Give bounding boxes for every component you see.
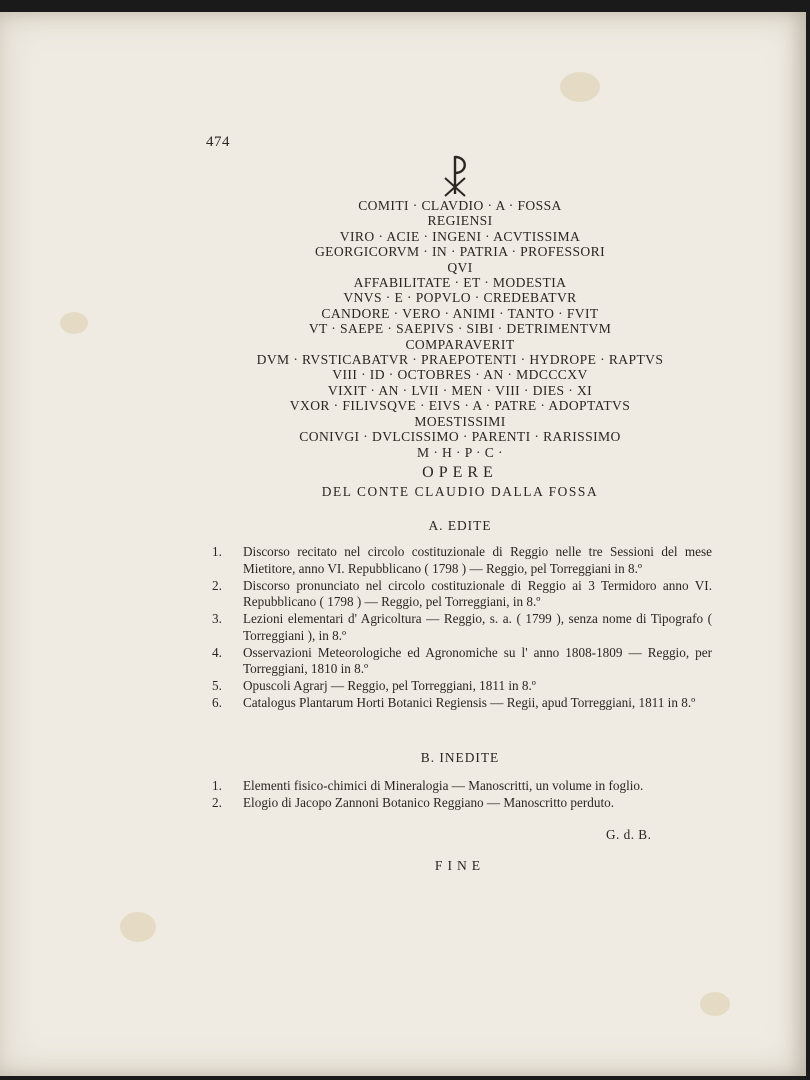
list-item (212, 544, 712, 577)
epitaph-line: MOESTISSIMI (414, 413, 506, 429)
epitaph-line: VT · SAEPE · SAEPIVS · SIBI · DETRIMENTVM (308, 321, 612, 337)
item-text: Discorso recitato nel circolo costituzionale di Reggio nelle tre Sessioni del mese Mietitore, anno VI. Repubblicano ( 1798 ) — Reggio, pel Torreggiani in 8.º (243, 544, 712, 576)
foxing-spot (560, 72, 600, 102)
book-page (0, 12, 806, 1076)
epitaph-line: VIII · ID · OCTOBRES · AN · MDCCCXV (332, 367, 588, 383)
list-item (212, 578, 712, 611)
item-text: Catalogus Plantarum Horti Botanici Regiensis — Regii, apud Torreggiani, 1811 in 8.º (243, 695, 696, 710)
item-number: 1. (212, 778, 222, 793)
list-item (212, 678, 712, 695)
foxing-spot (60, 312, 88, 334)
item-number: 6. (212, 695, 222, 710)
epitaph-line: QVI (447, 259, 473, 275)
epitaph-line: CONIVGI · DVLCISSIMO · PARENTI · RARISSIMO (299, 429, 621, 445)
item-text: Discorso pronunciato nel circolo costituzionale di Reggio ai 3 Termidoro anno VI. Repubblicano ( 1798 ) — Reggio, pel Torreggiani, in 8.º (243, 577, 712, 609)
end-word: FINE (434, 858, 486, 873)
epitaph-line: VXOR · FILIVSQVE · EIVS · A · PATRE · ADOPTATVS (289, 398, 631, 414)
section-heading-edite: A. EDITE (428, 518, 492, 533)
item-number: 3. (212, 611, 222, 626)
works-author: DEL CONTE CLAUDIO DALLA FOSSA (321, 484, 599, 499)
item-text: Opuscoli Agrarj — Reggio, pel Torreggiani, 1811 in 8.º (243, 678, 536, 693)
unpublished-works-list (212, 778, 712, 812)
epitaph (210, 198, 710, 460)
foxing-spot (700, 992, 730, 1016)
page-number: 474 (206, 134, 230, 150)
item-number: 5. (212, 678, 222, 693)
author-signature: G. d. B. (606, 827, 652, 842)
list-item (212, 695, 712, 712)
item-number: 2. (212, 795, 222, 810)
published-works-list (212, 544, 712, 712)
foxing-spot (120, 912, 156, 942)
epitaph-line: VIXIT · AN · LVII · MEN · VIII · DIES · XI (327, 382, 593, 398)
epitaph-line: REGIENSI (427, 213, 493, 229)
item-number: 1. (212, 544, 222, 559)
item-number: 2. (212, 577, 222, 593)
epitaph-line: VIRO · ACIE · INGENI · ACVTISSIMA (339, 228, 581, 244)
epitaph-line: DVM · RVSTICABATVR · PRAEPOTENTI · HYDROPE · RAPTVS (256, 352, 664, 368)
list-item (212, 645, 712, 678)
epitaph-line: GEORGICORVM · IN · PATRIA · PROFESSORI (314, 244, 606, 260)
epitaph-line: AFFABILITATE · ET · MODESTIA (353, 275, 567, 291)
list-item (212, 611, 712, 644)
section-heading-inedite: B. INEDITE (420, 750, 500, 765)
list-item (212, 778, 712, 795)
item-number: 4. (212, 644, 222, 660)
works-title: OPERE (422, 464, 498, 481)
chi-rho-symbol-icon (442, 154, 474, 198)
epitaph-line: VNVS · E · POPVLO · CREDEBATVR (343, 290, 577, 306)
item-text: Lezioni elementari d' Agricoltura — Reggio, s. a. ( 1799 ), senza nome di Tipografo ( Torreggiani ), in 8.º (243, 611, 712, 643)
epitaph-line: COMPARAVERIT (405, 336, 515, 352)
item-text: Elementi fisico-chimici di Mineralogia — Manoscritti, un volume in foglio. (243, 778, 644, 793)
list-item (212, 795, 712, 812)
item-text: Elogio di Jacopo Zannoni Botanico Reggiano — Manoscritto perduto. (243, 795, 615, 810)
epitaph-line: CANDORE · VERO · ANIMI · TANTO · FVIT (321, 305, 599, 321)
item-text: Osservazioni Meteorologiche ed Agronomiche su l' anno 1808-1809 — Reggio, per Torreggiani, 1810 in 8.º (243, 644, 712, 676)
epitaph-line: COMITI · CLAVDIO · A · FOSSA (358, 198, 562, 213)
epitaph-line: M · H · P · C · (417, 444, 503, 460)
